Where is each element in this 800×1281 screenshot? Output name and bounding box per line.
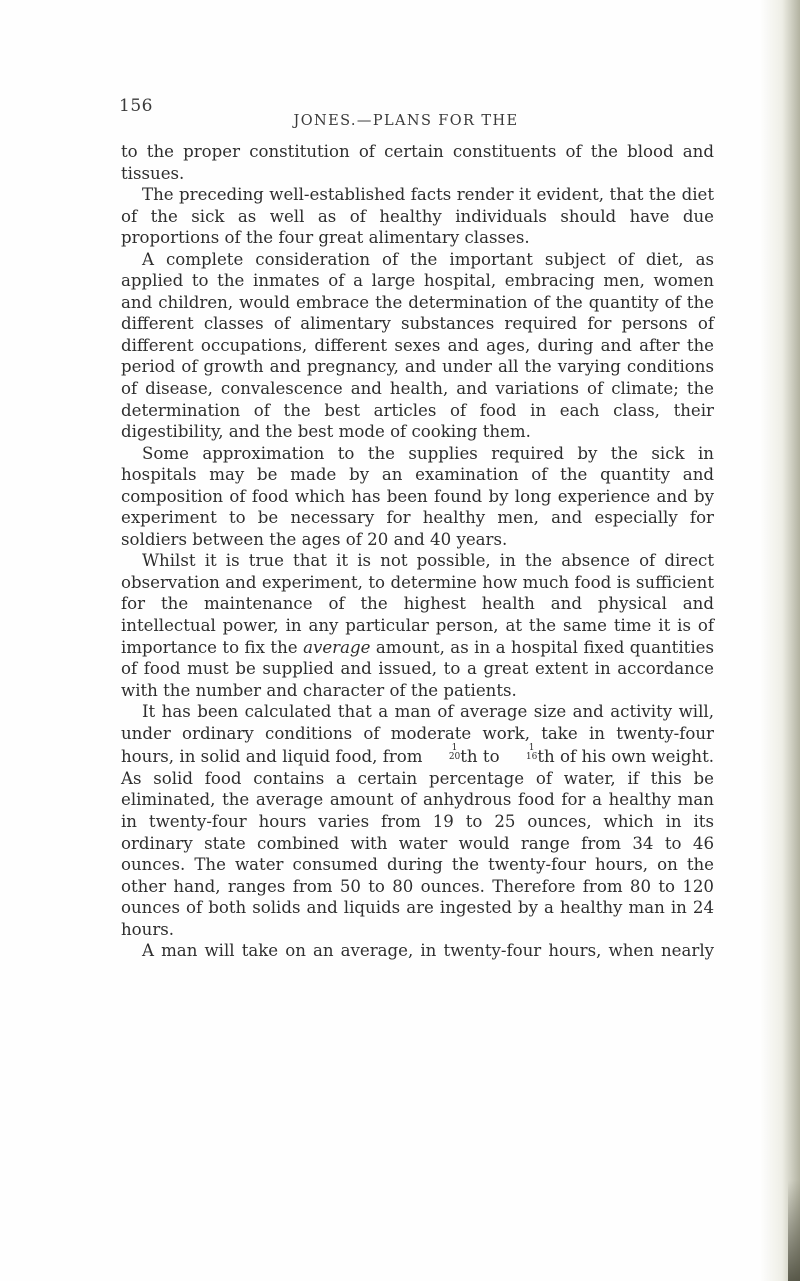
paragraph-6-text-mid: th to <box>460 747 500 767</box>
page-edge-dark-corner <box>788 1180 800 1281</box>
fraction-numerator: 1 <box>451 743 458 754</box>
fraction-denominator: 20 <box>448 752 461 763</box>
paragraph-5-text-b: amount, as in a hospital fixed quantities of food must be supplied and issued, to a great extent in accordance with the number and character of the patients. <box>121 637 714 700</box>
emphasis-average: average <box>303 637 371 657</box>
paragraph-2: The preceding well-established facts render it evident, that the diet of the sick as well as of healthy individuals should have due proportions of the four great alimentary classes. <box>121 185 714 248</box>
paragraph-3: A complete consideration of the important subject of diet, as applied to the inmates of a large hospital, embracing men, women and children, would embrace the determination of the quantity of the different classes of alimentary substances required for persons of different occupations, different sexes and ages, during and after the period of growth and pregnancy, and under all the varying conditions of disease, convalescence and health, and variations of climate; the determination of the best articles of food in each class, their digestibility, and the best mode of cooking them. <box>121 249 714 442</box>
running-head: JONES.—PLANS FOR THE <box>293 113 519 129</box>
paragraph-6-text-a: It has been calculated that a man of average size and activity will, under ordinary conditions of moderate work, take in twenty-four hours, in solid and liquid food, from <box>121 702 714 767</box>
fraction-one-sixteenth <box>505 744 537 762</box>
body-text <box>121 141 714 962</box>
fraction-numerator: 1 <box>528 743 535 754</box>
paragraph-5-text-a: Whilst it is true that it is not possible, in the absence of direct observation and experiment, to determine how much food is sufficient for the maintenance of the highest health and physical and intellectual power, in any particular person, at the same time it is of importance to fix the <box>121 551 714 657</box>
page-number: 156 <box>119 96 153 116</box>
fraction-one-twentieth <box>428 744 460 762</box>
paragraph-7: A man will take on an average, in twenty-four hours, when nearly <box>142 941 714 961</box>
paragraph-6-text-b: th of his own weight. As solid food contains a certain percentage of water, if this be eliminated, the average amount of anhydrous food for a healthy man in twenty-four hours varies from 19 to 25 ounces, which in its ordinary state combined with water would range from 34 to 46 ounces. The water consumed during the twenty-four hours, on the other hand, ranges from 50 to 80 ounces. Therefore from 80 to 120 ounces of both solids and liquids are ingested by a healthy man in 24 hours. <box>121 747 715 939</box>
paragraph-1: to the proper constitution of certain constituents of the blood and tissues. <box>121 142 714 183</box>
paragraph-5 <box>121 550 714 701</box>
paragraph-6 <box>121 701 714 940</box>
paragraph-4: Some approximation to the supplies required by the sick in hospitals may be made by an examination of the quantity and composition of food which has been found by long experience and by experiment to be necessary for healthy men, and especially for soldiers between the ages of 20 and 40 years. <box>121 443 714 549</box>
page-edge-shadow <box>760 0 800 1281</box>
fraction-denominator: 16 <box>525 752 538 763</box>
